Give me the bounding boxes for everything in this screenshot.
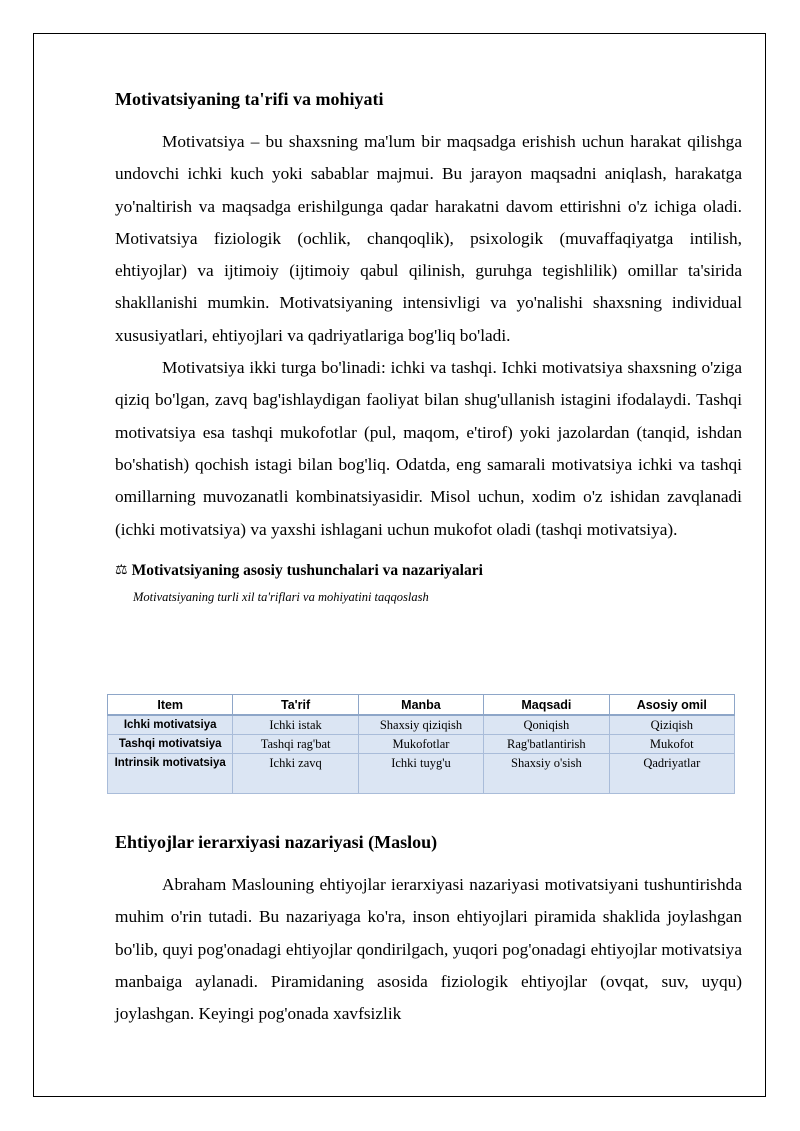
section-title: Motivatsiyaning ta'rifi va mohiyati [115,89,384,109]
table-cell: Tashqi motivatsiya [108,735,233,754]
section-maslow-hierarchy [115,829,742,1030]
table-cell: Rag'batlantirish [484,735,609,754]
table-cell: Ichki tuyg'u [358,754,483,794]
paragraph-3: Abraham Maslouning ehtiyojlar ierarxiyasi nazariyasi motivatsiyani tushuntirishda muhim o'rin tutadi. Bu nazariyaga ko'ra, inson ehtiyojlari piramida shaklida joylashgan bo'lib, quyi pog'onadagi ehtiyojlar qondirilgach, yuqori pog'onadagi ehtiyojlar motivatsiya manbaiga aylanadi. Piramidaning asosida fiziologik ehtiyojlar (ovqat, suv, uyqu) joylashgan. Keyingi pog'onada xavfsizlik [115,875,742,1024]
comparison-table [107,694,735,794]
table-cell: Ichki motivatsiya [108,715,233,735]
table-header-row [108,695,735,716]
table-cell: Ichki istak [233,715,358,735]
table-cell: Qadriyatlar [609,754,734,794]
column-header: Ta'rif [233,695,358,716]
scales-icon: ⚖ [115,562,128,578]
table-cell: Shaxsiy o'sish [484,754,609,794]
table-row [108,715,735,735]
table-cell: Qiziqish [609,715,734,735]
table-cell: Qoniqish [484,715,609,735]
table-row [108,754,735,794]
column-header: Maqsadi [484,695,609,716]
table-cell: Ichki zavq [233,754,358,794]
table-section-title: Motivatsiyaning asosiy tushunchalari va nazariyalari [131,561,483,579]
paragraph-2: Motivatsiya ikki turga bo'linadi: ichki va tashqi. Ichki motivatsiya shaxsning o'ziga qiziq bo'lgan, zavq bag'ishlaydigan faoliyat bilan shug'ullanish istagini ifodalaydi. Tashqi motivatsiya esa tashqi mukofotlar (pul, maqom, e'tirof) yoki jazolardan (tanqid, ishdan bo'shatish) qochish istagi bilan bog'liq. Odatda, eng samarali motivatsiya ichki va tashqi omillarning muvozanatli kombinatsiyasidir. Misol uchun, xodim o'z ishidan zavqlanadi (ichki motivatsiya) va yaxshi ishlagani uchun mukofot oladi (tashqi motivatsiya). [115,358,742,539]
column-header: Item [108,695,233,716]
table-row [108,735,735,754]
section-title: Ehtiyojlar ierarxiyasi nazariyasi (Maslou) [115,832,438,852]
column-header: Manba [358,695,483,716]
column-header: Asosiy omil [609,695,734,716]
table-cell: Shaxsiy qiziqish [358,715,483,735]
paragraph-1: Motivatsiya – bu shaxsning ma'lum bir maqsadga erishish uchun harakat qilishga undovchi ichki kuch yoki sabablar majmui. Bu jarayon maqsadni aniqlash, harakatga yo'naltirish va maqsadga erishilgunga qadar harakatni davom ettirishni o'z ichiga oladi. Motivatsiya fiziologik (ochlik, chanqoqlik), psixologik (muvaffaqiyatga intilish, ehtiyojlar) va ijtimoiy (ijtimoiy qabul qilinish, guruhga tegishlilik) omillar ta'sirida shakllanishi mumkin. Motivatsiyaning intensivligi va yo'nalishi shaxsning individual xususiyatlari, ehtiyojlari va qadriyatlariga bog'liq bo'ladi. [115,132,742,345]
table-cell: Mukofotlar [358,735,483,754]
table-caption: Motivatsiyaning turli xil ta'riflari va mohiyatini taqqoslash [133,589,429,604]
table-cell: Tashqi rag'bat [233,735,358,754]
table-cell: Mukofot [609,735,734,754]
section-motivation-definition [115,86,742,606]
table-cell: Intrinsik motivatsiya [108,754,233,794]
table-section-heading [115,560,742,582]
